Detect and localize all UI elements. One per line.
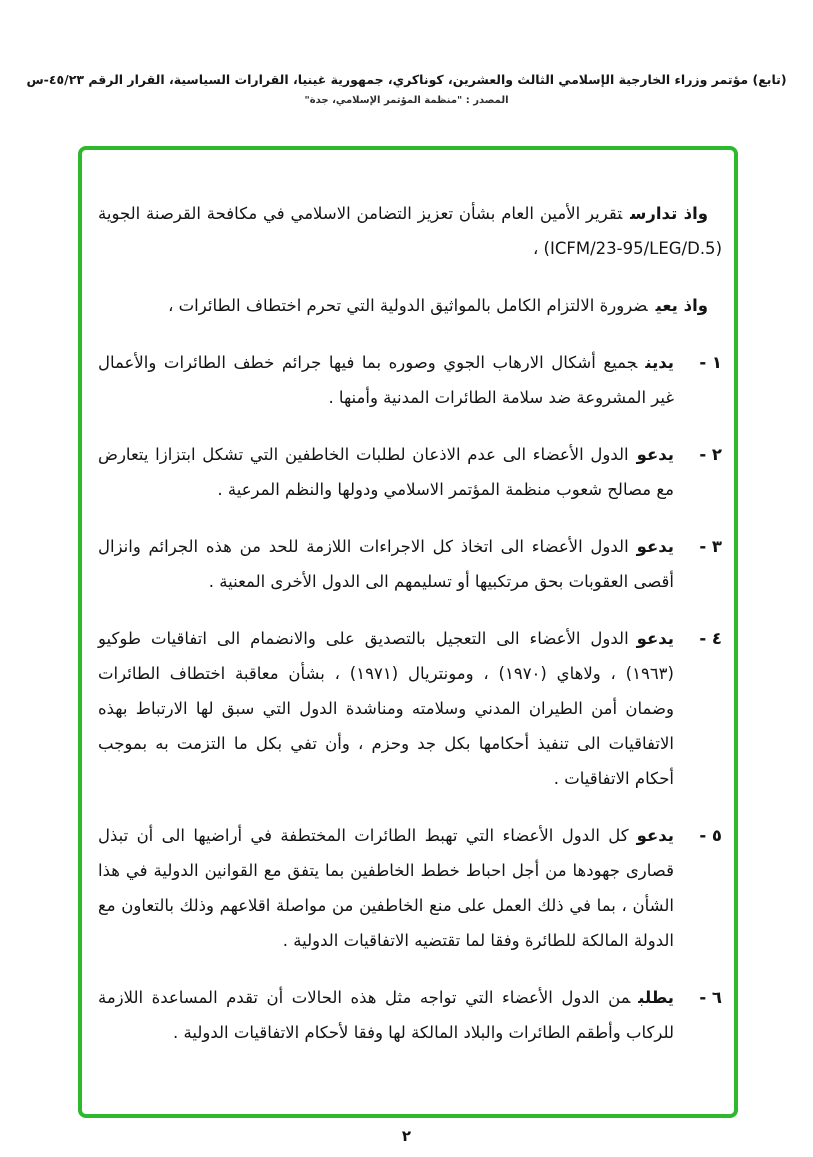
- resolution-item: [98, 980, 722, 1050]
- item-lead: يدين: [645, 353, 674, 372]
- item-text: الدول الأعضاء الى عدم الاذعان لطلبات الخاطفين التي تشكل ابتزازا يتعارض مع مصالح شعوب منظمة المؤتمر الاسلامي ودولها والنظم المرعية .: [98, 445, 674, 499]
- item-paragraph: [98, 621, 674, 796]
- item-text: من الدول الأعضاء التي تواجه مثل هذه الحالات أن تقدم المساعدة اللازمة للركاب وأطقم الطائرات والبلاد المالكة لها وفقا لأحكام الاتفاقيات الدولية .: [98, 988, 674, 1042]
- resolution-item: [98, 345, 722, 415]
- item-text: الدول الأعضاء الى اتخاذ كل الاجراءات اللازمة للحد من هذه الجرائم وانزال أقصى العقوبات بحق مرتكبيها أو تسليمهم الى الدول الأخرى المعنية .: [98, 537, 674, 591]
- resolution-item: [98, 621, 722, 796]
- item-lead: يدعو: [636, 826, 674, 845]
- item-number: ٥ -: [699, 826, 722, 845]
- item-number: ٤ -: [699, 629, 722, 648]
- content-border-box: [78, 146, 738, 1118]
- resolution-body: [82, 150, 734, 1114]
- item-text: كل الدول الأعضاء التي تهبط الطائرات المختطفة في أراضيها الى أن تبذل قصارى جهودها من أجل احباط خطط الخاطفين بما يتفق مع القوانين الدولية في هذا الشأن ، بما في ذلك العمل على منع الخاطفين من مواصلة اقلاعهم وذلك بالتعاون مع الدولة المالكة للطائرة وفقا لما تقتضيه الاتفاقيات الدولية .: [98, 826, 674, 950]
- preamble-text: تقرير الأمين العام بشأن تعزيز التضامن الاسلامي في مكافحة القرصنة الجوية (ICFM/23-95/LEG/D.5) ،: [98, 204, 722, 258]
- item-text: جميع أشكال الارهاب الجوي وصوره بما فيها جرائم خطف الطائرات والأعمال غير المشروعة ضد سلامة الطائرات المدنية وأمنها .: [98, 353, 674, 407]
- item-number: ٦ -: [699, 988, 722, 1007]
- preamble-paragraph: [98, 196, 722, 266]
- preamble-text: ضرورة الالتزام الكامل بالمواثيق الدولية التي تحرم اختطاف الطائرات ،: [168, 296, 648, 315]
- preamble-lead: واذ تدارس: [630, 204, 708, 223]
- item-number: ١ -: [699, 353, 722, 372]
- resolution-item: [98, 437, 722, 507]
- header-source-line: المصدر : "منظمة المؤتمر الإسلامي، جدة": [304, 95, 509, 106]
- item-lead: يدعو: [636, 537, 674, 556]
- item-paragraph: [98, 437, 674, 507]
- preamble-paragraph: [98, 288, 722, 323]
- item-paragraph: [98, 529, 674, 599]
- page-number: ٢: [401, 1127, 412, 1145]
- header-title-line: (تابع) مؤتمر وزراء الخارجية الإسلامي الثالث والعشرين، كوناكري، جمهورية غينيا، القرارات السياسية، القرار الرقم ٤٥/٢٣-س: [26, 72, 787, 87]
- item-lead: يدعو: [636, 445, 674, 464]
- item-text: الدول الأعضاء الى التعجيل بالتصديق على والانضمام الى اتفاقيات طوكيو (١٩٦٣) ، ولاهاي (١٩٧٠) ، ومونتريال (١٩٧١) ، بشأن معاقبة اختطاف الطائرات وضمان أمن الطيران المدني وسلامته ومناشدة الدول التي سبق لها الارتباط بهذه الاتفاقيات الى تنفيذ أحكامها بكل جد وحزم ، وأن تفي بكل ما التزمت به بموجب أحكام الاتفاقيات .: [98, 629, 674, 788]
- item-paragraph: [98, 980, 674, 1050]
- resolution-item: [98, 818, 722, 958]
- item-paragraph: [98, 345, 674, 415]
- document-header: [10, 72, 803, 106]
- item-number: ٢ -: [699, 445, 722, 464]
- item-lead: يطلب: [638, 988, 674, 1007]
- preamble-lead: واذ يعي: [655, 296, 708, 315]
- item-lead: يدعو: [636, 629, 674, 648]
- resolution-item: [98, 529, 722, 599]
- item-number: ٣ -: [699, 537, 722, 556]
- item-paragraph: [98, 818, 674, 958]
